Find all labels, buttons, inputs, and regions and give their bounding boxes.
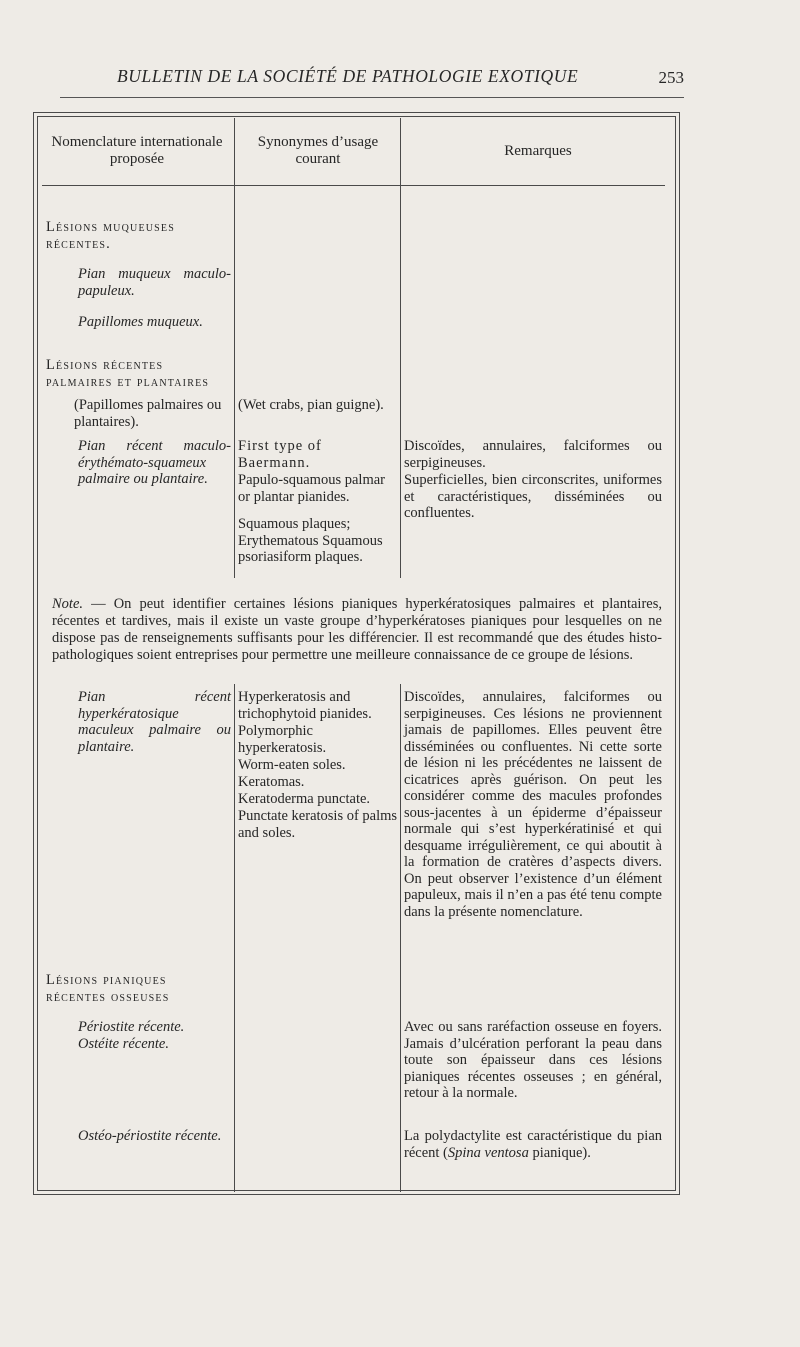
synonym-hyper-1: Hyperkeratosis and trichophytoid pianides. [238, 689, 372, 722]
remark-osseuse: Avec ou sans raréfaction osseuse en foyers. Jamais d’ulcération perforant la peau dans toute son épaisseur dans ces lésions pianiques récentes osseuses ; en général, retour à la normale. [404, 1019, 662, 1101]
column-divider-1-lower [234, 684, 235, 1192]
section-heading-palmaires: Lésions récentes palmaires et plantaires [46, 357, 210, 390]
synonym-papulo-squamous: Papulo-squamous palmar or plantar pianides. [238, 472, 385, 505]
column-header-remarques: Remarques [504, 143, 572, 159]
synonym-hyper-2: Polymorphic hyperkeratosis. [238, 723, 327, 756]
note-label: Note. [52, 596, 84, 612]
running-header [60, 66, 684, 94]
column-divider-2-lower [400, 684, 401, 1192]
section-heading-osseuses: Lésions pianiques récentes osseuses [46, 972, 170, 1005]
journal-title: BULLETIN DE LA SOCIÉTÉ DE PATHOLOGIE EXOTIQUE [117, 66, 579, 86]
term-pian-hyperkeratosique: Pian récent hyperkératosique maculeux palmaire ou plantaire. [78, 689, 231, 755]
remark-polydactylite-text-a: La polydactylite est caractéristique du pian récent ( [404, 1128, 662, 1161]
term-osteo-periostite: Ostéo-périostite récente. [78, 1128, 222, 1144]
term-pian-muqueux: Pian muqueux maculo-papuleux. [78, 266, 231, 299]
synonym-hyper-3: Worm-eaten soles. [238, 757, 346, 773]
synonym-squamous-plaques: Squamous plaques; Erythematous Squamous psoriasiform plaques. [238, 516, 383, 565]
note-paragraph [52, 596, 662, 664]
remark-polydactylite [404, 1128, 662, 1161]
header-rule [60, 97, 684, 98]
term-periostite: Périostite récente. [78, 1019, 185, 1035]
column-header-nomenclature: Nomenclature internationale proposée [51, 134, 223, 167]
column-header-synonymes: Synonymes d’usage courant [257, 134, 379, 167]
synonym-first-type: First type of Baermann. [238, 438, 322, 471]
note-text: — On peut identifier certaines lésions pianiques hyperkératosiques palmaires et plantaires, récentes et tardives, mais il existe un vaste groupe d’hyperkératoses pianiques pour lesquelles on ne dispose pas de renseignements suffisants pour les différencier. Il est recommandé que des études histo-pathologiques soient entreprises pour permettre une meilleure connaissance de ce groupe de lésions. [52, 596, 662, 663]
synonym-wet-crabs: (Wet crabs, pian guigne). [238, 397, 384, 413]
synonym-hyper-4: Keratomas. [238, 774, 305, 790]
synonym-hyper-6: Punctate keratosis of palms and soles. [238, 808, 398, 841]
header-rule-bottom [42, 185, 665, 186]
column-divider-1-upper [234, 118, 235, 578]
page-number: 253 [658, 68, 684, 87]
remark-polydactylite-text-c: pianique). [528, 1144, 591, 1161]
term-pian-maculo-erythemato: Pian récent maculo-érythémato-squameux palmaire ou plantaire. [78, 438, 231, 487]
column-divider-2-upper [400, 118, 401, 578]
section-heading-muqueuses: Lésions muqueuses récentes. [46, 219, 176, 252]
remark-discoides-2: Discoïdes, annulaires, falciformes ou serpigineuses. Ces lésions ne proviennent jamais de papillomes. Elles peuvent être disséminées ou confluentes. Ni cette sorte de lésion ni les précédentes ne laissent de cicatrices après guérison. On peut les considérer comme des macules profondes sous-jacentes à un épiderme d’épaisseur normale qui s’est hyperkératinisé et qui desquame irrégulièrement, ce qui aboutit à la formation de cratères d’aspects divers. On peut observer l’existence d’un élément papuleux, mais il n’en a pas été tenu compte dans la présente nomenclature. [404, 689, 662, 920]
remark-spina-ventosa: Spina ventosa [447, 1144, 529, 1161]
remark-discoides-1: Discoïdes, annulaires, falciformes ou serpigineuses. [404, 438, 662, 471]
term-osteite: Ostéite récente. [78, 1036, 169, 1052]
term-papillomes-palmaires: (Papillomes palmaires ou plantaires). [74, 397, 222, 430]
term-papillomes-muqueux: Papillomes muqueux. [78, 314, 203, 330]
synonym-hyper-5: Keratoderma punctate. [238, 791, 371, 807]
remark-superficielles: Superficielles, bien circonscrites, uniformes et caractéristiques, disséminées ou confluentes. [404, 472, 662, 521]
